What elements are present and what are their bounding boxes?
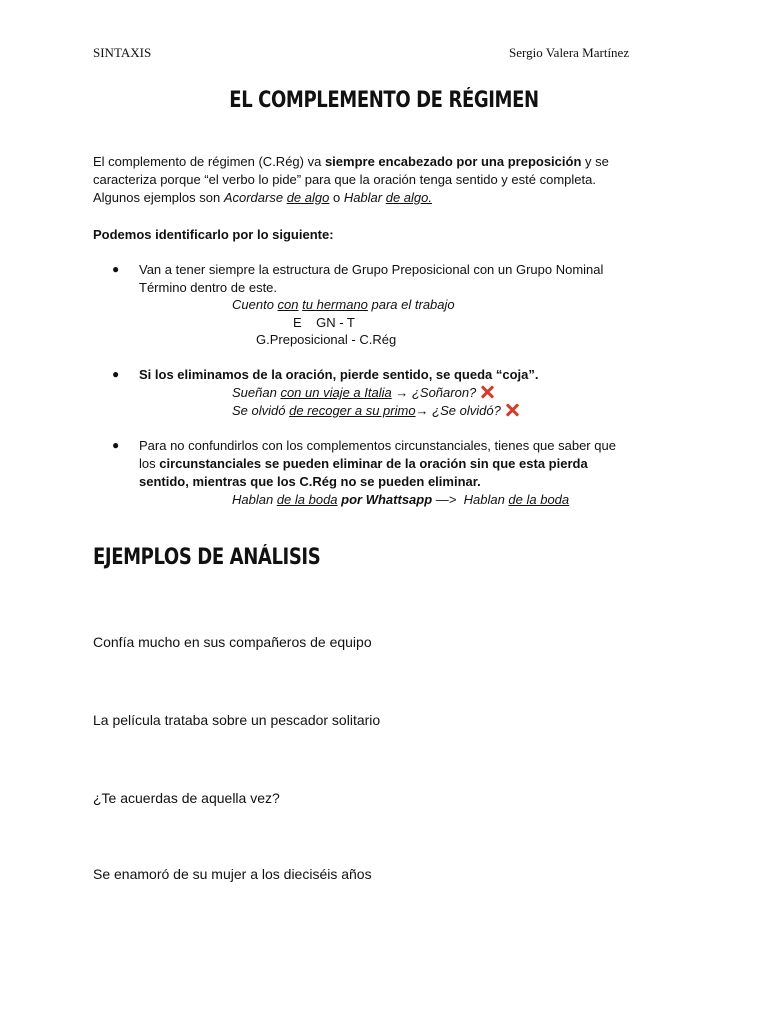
bullet-dot-icon: ● bbox=[112, 367, 120, 381]
bullet-1-line: Van a tener siempre la estructura de Grupo Preposicional con un Grupo Nominal bbox=[139, 262, 604, 277]
ex-complement: de recoger a su primo bbox=[289, 403, 416, 418]
example-sentence bbox=[232, 384, 494, 402]
ex-text: Cuento bbox=[232, 297, 278, 312]
example-complement: de algo bbox=[286, 190, 330, 205]
bullet-dot-icon: ● bbox=[112, 438, 120, 452]
header-left: SINTAXIS bbox=[93, 45, 152, 60]
conjunction: o bbox=[329, 190, 344, 205]
analysis-example: ¿Te acuerdas de aquella vez? bbox=[93, 790, 280, 806]
bullet-3-line: sentido, mientras que los C.Rég no se pueden eliminar. bbox=[139, 474, 481, 489]
analysis-example: Se enamoró de su mujer a los dieciséis años bbox=[93, 866, 372, 882]
intro-paragraph bbox=[93, 153, 673, 207]
bullet-1-text bbox=[139, 261, 679, 297]
example-sentence bbox=[232, 491, 569, 509]
ex-text: Sueñan bbox=[232, 385, 281, 400]
ex-nominal-group: tu hermano bbox=[302, 297, 368, 312]
bold-text: circunstanciales se pueden eliminar de la oración sin que esta pierda bbox=[159, 456, 588, 471]
ex-complement: de la boda bbox=[276, 492, 338, 507]
example-verb: Hablar bbox=[343, 190, 383, 205]
analysis-example: La película trataba sobre un pescador solitario bbox=[93, 712, 381, 728]
example-sentence bbox=[232, 402, 519, 420]
bullet-2-text: Si los eliminamos de la oración, pierde sentido, se queda “coja”. bbox=[139, 367, 539, 382]
bullet-3-line: Para no confundirlos con los complementos circunstanciales, tienes que saber que bbox=[139, 438, 616, 453]
ex-text: Hablan bbox=[463, 492, 509, 507]
ex-complement: con un viaje a Italia bbox=[280, 385, 392, 400]
intro-text: Algunos ejemplos son bbox=[93, 190, 224, 205]
intro-line-1 bbox=[93, 153, 673, 171]
example-complement: de algo. bbox=[385, 190, 432, 205]
identify-heading: Podemos identificarlo por lo siguiente: bbox=[93, 227, 334, 242]
ex-question: → ¿Soñaron? bbox=[391, 385, 477, 400]
bullet-dot-icon: ● bbox=[112, 262, 120, 276]
analysis-labels: E GN - T bbox=[293, 315, 355, 330]
ex-text: Se olvidó bbox=[232, 403, 290, 418]
page-title: EL COMPLEMENTO DE RÉGIMEN bbox=[229, 88, 539, 113]
ex-text: para el trabajo bbox=[367, 297, 455, 312]
text: los bbox=[139, 456, 160, 471]
intro-bold: siempre encabezado por una preposición bbox=[324, 154, 582, 169]
intro-line-3 bbox=[93, 189, 673, 207]
intro-text: El complemento de régimen (C.Rég) va bbox=[93, 154, 325, 169]
bullet-1-line: Término dentro de este. bbox=[139, 280, 278, 295]
ex-complement: de la boda bbox=[508, 492, 570, 507]
ex-text: Hablan bbox=[232, 492, 277, 507]
ex-circumstantial: por Whattsapp bbox=[341, 492, 433, 507]
ex-preposition: con bbox=[277, 297, 299, 312]
example-verb: Acordarse bbox=[223, 190, 284, 205]
bullet-3-text bbox=[139, 437, 679, 491]
arrow: —> bbox=[432, 492, 464, 507]
intro-line-2: caracteriza porque “el verbo lo pide” para que la oración tenga sentido y esté completa. bbox=[93, 172, 596, 187]
cross-mark-icon bbox=[505, 403, 519, 417]
analysis-group-label: G.Preposicional - C.Rég bbox=[256, 332, 397, 347]
intro-text-end: y se bbox=[581, 154, 609, 169]
analysis-example: Confía mucho en sus compañeros de equipo bbox=[93, 634, 372, 650]
example-sentence bbox=[232, 296, 455, 314]
cross-mark-icon bbox=[480, 385, 494, 399]
bullet-3-line bbox=[139, 455, 679, 473]
header-author: Sergio Valera Martínez bbox=[509, 45, 630, 60]
analysis-heading: EJEMPLOS DE ANÁLISIS bbox=[93, 545, 321, 570]
ex-question: → ¿Se olvidó? bbox=[415, 403, 501, 418]
